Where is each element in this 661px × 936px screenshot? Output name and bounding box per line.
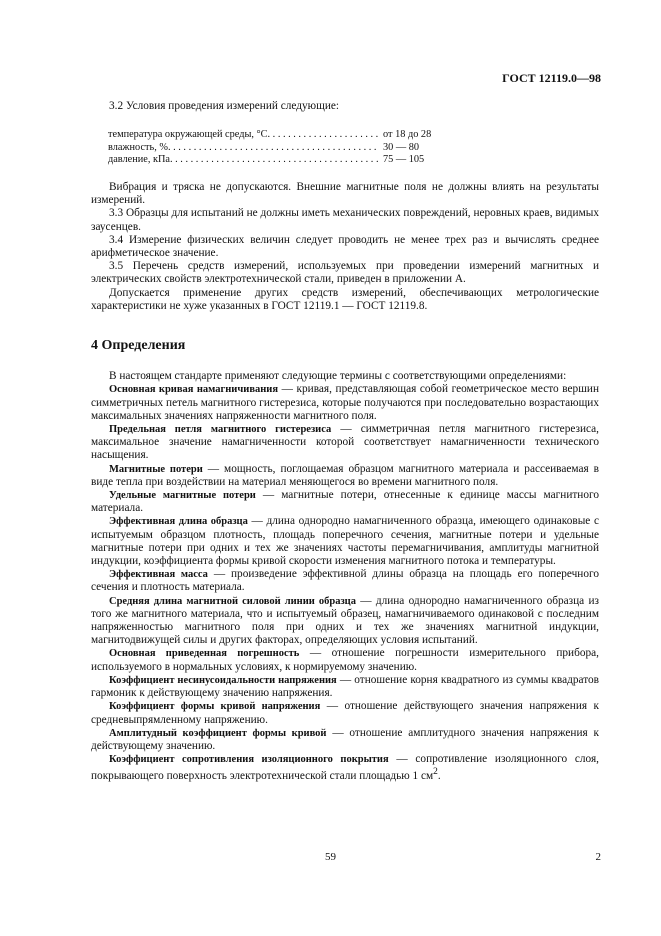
definition-item xyxy=(91,568,599,594)
condition-humidity xyxy=(108,142,443,155)
conditions-list xyxy=(108,129,599,167)
definition: — длина однородно намагниченного образца, имеющего одинаковые с испытуемым образцом плотность, площадь поперечного сечения, магнитные потери и удельные магнитные потери при одних и тех же значениях частоты перемагничивания, амплитуды магнитной индукции, коэффициента формы кривой скорости изменения магнитного потока и температуры. xyxy=(91,515,599,568)
condition-label: влажность, % xyxy=(108,141,168,153)
definitions-intro: В настоящем стандарте применяют следующие термины с соответствующими определениями: xyxy=(109,370,567,383)
definition: — симметричная петля магнитного гистерезиса, максимальное значение намагниченности которой соответствует намагниченности технического насыщения. xyxy=(91,423,599,462)
allowed-paragraph: Допускается применение других средств измерений, обеспечивающих метрологические характеристики не хуже указанных в ГОСТ 12119.1 — ГОСТ 12119.8. xyxy=(91,286,599,312)
definition-item xyxy=(91,423,599,463)
definition-tail: . xyxy=(437,770,441,783)
definition-item xyxy=(91,674,599,700)
definition: — кривая, представляющая собой геометрическое место вершин симметричных петель магнитного гистерезиса, которые получаются при последовательно возрастающих максимальных значениях напряженности магнитного поля. xyxy=(91,383,599,422)
leader-dots xyxy=(170,154,379,167)
definition: — отношение действующего значения напряжения к средневыпрямленному напряжению. xyxy=(91,700,599,726)
term: Коэффициент несинусоидальности напряжения xyxy=(109,674,337,686)
term: Коэффициент формы кривой напряжения xyxy=(109,701,321,713)
section-4-heading: 4 Определения xyxy=(91,338,186,354)
definition: — отношение корня квадратного из суммы квадратов гармоник к действующему значению напряжения. xyxy=(91,673,600,700)
term: Предельная петля магнитного гистерезиса xyxy=(109,424,332,436)
definition-item xyxy=(91,383,599,423)
term: Основная приведенная погрешность xyxy=(109,648,300,660)
term: Амплитудный коэффициент формы кривой xyxy=(109,727,327,739)
leader-dots xyxy=(168,142,379,155)
definition-item xyxy=(91,700,599,726)
clause-3-2: 3.2 Условия проведения измерений следующие: xyxy=(109,100,340,112)
clause-3-3: 3.3 Образцы для испытаний не должны иметь механических повреждений, неровных краев, видимых заусенцев. xyxy=(91,207,599,233)
term: Коэффициент сопротивления изоляционного покрытия xyxy=(109,754,389,766)
vibration-paragraph: Вибрация и тряска не допускаются. Внешние магнитные поля не должны влиять на результаты измерений. xyxy=(91,180,599,207)
definition: — сопротивление изоляционного слоя, покрывающего поверхность электротехнической стали площадью 1 см xyxy=(91,753,599,783)
condition-label: температура окружающей среды, °С xyxy=(108,129,268,141)
term: Удельные магнитные потери xyxy=(109,490,256,502)
definition-item xyxy=(91,753,599,783)
document-code: ГОСТ 12119.0—98 xyxy=(502,71,601,85)
term: Эффективная длина образца xyxy=(109,516,248,528)
definition-item xyxy=(91,489,599,515)
clause-3-5: 3.5 Перечень средств измерений, используемых при проведении измерений магнитных и электрических свойств электротехнической стали, приведен в приложении А. xyxy=(91,260,599,286)
definition-item xyxy=(91,647,599,673)
clause-3-4: 3.4 Измерение физических величин следует проводить не менее трех раз и вычислять среднее арифметическое значение. xyxy=(91,233,599,259)
condition-pressure xyxy=(108,154,443,167)
definition-item xyxy=(91,727,599,753)
definition-item xyxy=(91,463,599,489)
condition-value: 30 — 80 xyxy=(383,141,420,153)
leader-dots xyxy=(268,129,379,142)
term: Основная кривая намагничивания xyxy=(109,384,279,396)
definition-item xyxy=(91,515,599,568)
page-content xyxy=(91,100,599,783)
condition-value: 75 — 105 xyxy=(383,154,425,166)
sheet-number: 2 xyxy=(595,851,601,863)
definition: — длина однородно намагниченного образца из того же магнитного материала, что и испытуемый образец, намагничиваемого одинаковой с последним напряженностью магнитного поля при одних и тех же значениях магнитной индукции, магнитодвижущей силы и других факторах, определяющих условия испытаний. xyxy=(91,594,599,647)
term: Средняя длина магнитной силовой линии образца xyxy=(109,595,356,607)
definition: — произведение эффективной длины образца на площадь его поперечного сечения и плотность материала. xyxy=(91,568,599,594)
condition-temperature xyxy=(108,129,443,142)
definition: — отношение амплитудного значения напряжения к действующему значению. xyxy=(91,726,599,752)
definition: — мощность, поглощаемая образцом магнитного материала и рассеиваемая в виде тепла при воздействии на материал меняющегося во времени магнитного поля. xyxy=(91,462,600,488)
condition-label: давление, кПа xyxy=(108,154,170,166)
term: Магнитные потери xyxy=(109,463,203,475)
definition: — магнитные потери, отнесенные к единице массы магнитного материала. xyxy=(91,489,599,515)
definition: — отношение погрешности измерительного прибора, используемого в нормальных условиях, к нормируемому значению. xyxy=(91,647,599,673)
page-number: 59 xyxy=(325,851,336,863)
superscript: 2 xyxy=(433,767,438,778)
condition-value: от 18 до 28 xyxy=(383,129,432,141)
definition-item xyxy=(91,595,599,648)
term: Эффективная масса xyxy=(109,569,208,581)
